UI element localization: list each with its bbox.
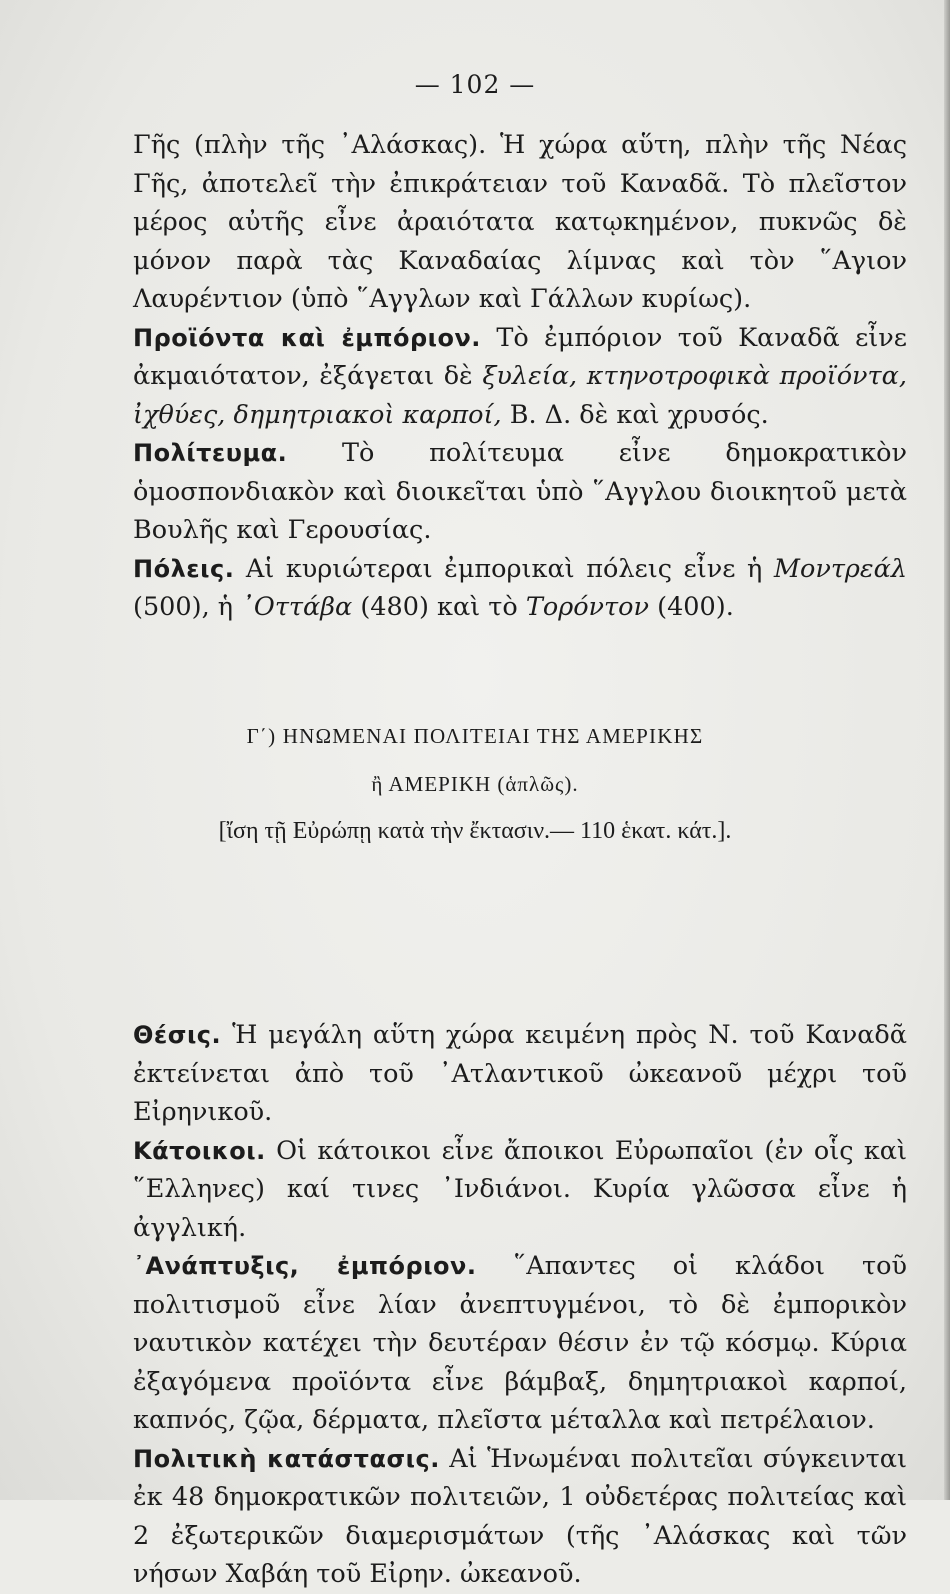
run-in-heading: ᾽Ανάπτυξις, ἐμπόριον.: [133, 1252, 477, 1280]
page-edge-shadow: [944, 0, 950, 1500]
paragraph-government: [133, 434, 907, 550]
paragraph-text: Οἱ κάτοικοι εἶνε ἄποικοι Εὐρωπαῖοι (ἐν οἷς καὶ ῞Ελληνες) καί τινες ᾽Ινδιάνοι. Κυρία γλῶσσα εἶνε ἡ ἀγγλική.: [133, 1135, 907, 1243]
city-name: Μοντρεάλ: [773, 553, 907, 584]
paragraph-products-trade: [133, 319, 907, 435]
section-title: Γ΄) ΗΝΩΜΕΝΑΙ ΠΟΛΙΤΕΙΑΙ ΤΗΣ ΑΜΕΡΙΚΗΣ: [246, 724, 704, 748]
run-in-heading: Πόλεις.: [133, 554, 235, 583]
city-name: Τορόντον: [525, 592, 650, 622]
run-in-heading: Πολιτικὴ κατάστασις.: [133, 1444, 440, 1473]
section-area-note: [ἴση τῇ Εὐρώπῃ κατὰ τὴν ἔκτασιν.— 110 ἑκατ. κάτ.].: [218, 818, 732, 844]
canada-text-block: [133, 126, 907, 627]
run-in-heading: Προϊόντα καὶ ἐμπόριον.: [133, 323, 481, 352]
italic-products: ξυλεία, κτηνοτροφικὰ προϊόντα, ἰχθύες, δημητριακοὶ καρποί,: [133, 361, 907, 430]
run-in-heading: Πολίτευμα.: [133, 439, 288, 467]
paragraph-political-state: [133, 1440, 907, 1594]
paragraph-text: Τὸ πολίτευμα εἶνε δημοκρατικὸν ὁμοσπονδιακὸν καὶ διοικεῖται ὑπὸ ῞Αγγλου διοικητοῦ μετὰ Βουλῆς καὶ Γερουσίας.: [133, 438, 907, 545]
paragraph-position: [133, 1016, 907, 1132]
paragraph-text: (500), ἡ: [133, 592, 242, 622]
paragraph-text: Αἱ κυριώτεραι ἐμπορικαὶ πόλεις εἶνε ἡ: [234, 553, 774, 584]
paragraph-cities: [133, 550, 907, 627]
paragraph-text: ῞Απαντες οἱ κλάδοι τοῦ πολιτισμοῦ εἶνε λίαν ἀνεπτυγμένοι, τὸ δὲ ἐμπορικὸν ναυτικὸν κατέχει τὴν δευτέραν θέσιν ἐν τῷ κόσμῳ. Κύρια ἐξαγόμενα προϊόντα εἶνε βάμβαξ, δημητριακοὶ καρποί, καπνός, ζῷα, δέρματα, πλεῖστα μέταλλα καὶ πετρέλαιον.: [133, 1251, 907, 1435]
paragraph-text: Τὸ ἐμπόριον τοῦ Καναδᾶ εἶνε ἀκμαιότατον, ἐξάγεται δὲ: [133, 322, 907, 391]
page-number: — 102 —: [414, 70, 536, 99]
paragraph-text: (480) καὶ τὸ: [352, 592, 526, 622]
paragraph-canada-population: Γῆς (πλὴν τῆς ᾽Αλάσκας). Ἡ χώρα αὕτη, πλὴν τῆς Νέας Γῆς, ἀποτελεῖ τὴν ἐπικράτειαν τοῦ Καναδᾶ. Τὸ πλεῖστον μέρος αὐτῆς εἶνε ἀραιότατα κατῳκημένον, πυκνῶς δὲ μόνον παρὰ τὰς Καναδαίας λίμνας καὶ τὸν ῞Αγιον Λαυρέντιον (ὑπὸ ῞Αγγλων καὶ Γάλλων κυρίως).: [133, 130, 907, 314]
section-subtitle: ἢ ΑΜΕΡΙΚΗ (ἁπλῶς).: [371, 772, 579, 796]
paragraph-text: (400).: [649, 592, 734, 622]
paragraph-inhabitants: [133, 1132, 907, 1248]
city-name: ᾽Οττάβα: [241, 592, 353, 622]
paragraph-text: Β. Δ. δὲ καὶ χρυσός.: [501, 399, 769, 430]
run-in-heading: Θέσις.: [133, 1021, 222, 1049]
paragraph-text: Ἡ μεγάλη αὕτη χώρα κειμένη πρὸς Ν. τοῦ Καναδᾶ ἐκτείνεται ἀπὸ τοῦ ᾽Ατλαντικοῦ ὠκεανοῦ μέχρι τοῦ Εἰρηνικοῦ.: [133, 1020, 907, 1127]
paragraph-text: Αἱ Ἡνωμέναι πολιτεῖαι σύγκεινται ἐκ 48 δημοκρατικῶν πολιτειῶν, 1 οὐδετέρας πολιτείας καὶ 2 ἐξωτερικῶν διαμερισμάτων (τῆς ᾽Αλάσκας καὶ τῶν νήσων Χαβάη τοῦ Εἰρην. ὠκεανοῦ.: [133, 1443, 907, 1589]
run-in-heading: Κάτοικοι.: [133, 1136, 266, 1165]
usa-text-block: [133, 1016, 907, 1594]
paragraph-development-trade: [133, 1247, 907, 1440]
